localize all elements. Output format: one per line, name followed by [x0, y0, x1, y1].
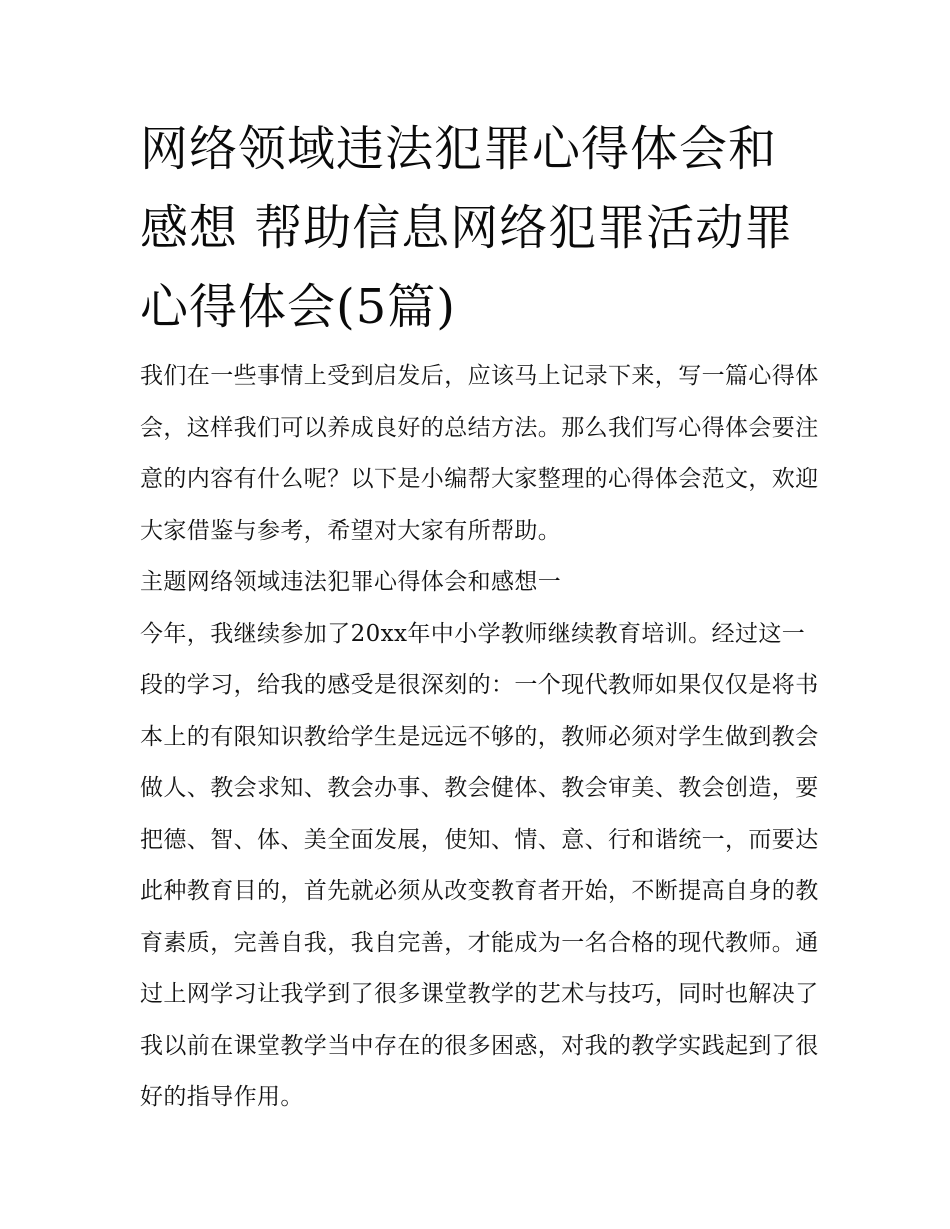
document-content [140, 110, 820, 1124]
intro-paragraph: 我们在一些事情上受到启发后，应该马上记录下来，写一篇心得体会，这样我们可以养成良好的总结方法。那么我们写心得体会要注意的内容有什么呢？以下是小编帮大家整理的心得体会范文，欢迎大家借鉴与参考，希望对大家有所帮助。 [140, 363, 819, 544]
document-title: 网络领域违法犯罪心得体会和感想 帮助信息网络犯罪活动罪心得体会(5篇) [140, 121, 794, 335]
body-paragraph: 今年，我继续参加了20xx年中小学教师继续教育培训。经过这一段的学习，给我的感受是很深刻的：一个现代教师如果仅仅是将书本上的有限知识教给学生是远远不够的，教师必须对学生做到教会做人、教会求知、教会办事、教会健体、教会审美、教会创造，要把德、智、体、美全面发展，使知、情、意、行和谐统一，而要达此种教育目的，首先就必须从改变教育者开始，不断提高自身的教育素质，完善自我，我自完善，才能成为一名合格的现代教师。通过上网学习让我学到了很多课堂教学的艺术与技巧，同时也解决了我以前在课堂教学当中存在的很多困惑，对我的教学实践起到了很好的指导作用。 [140, 620, 819, 1110]
section-heading: 主题网络领域违法犯罪心得体会和感想一 [140, 569, 562, 595]
